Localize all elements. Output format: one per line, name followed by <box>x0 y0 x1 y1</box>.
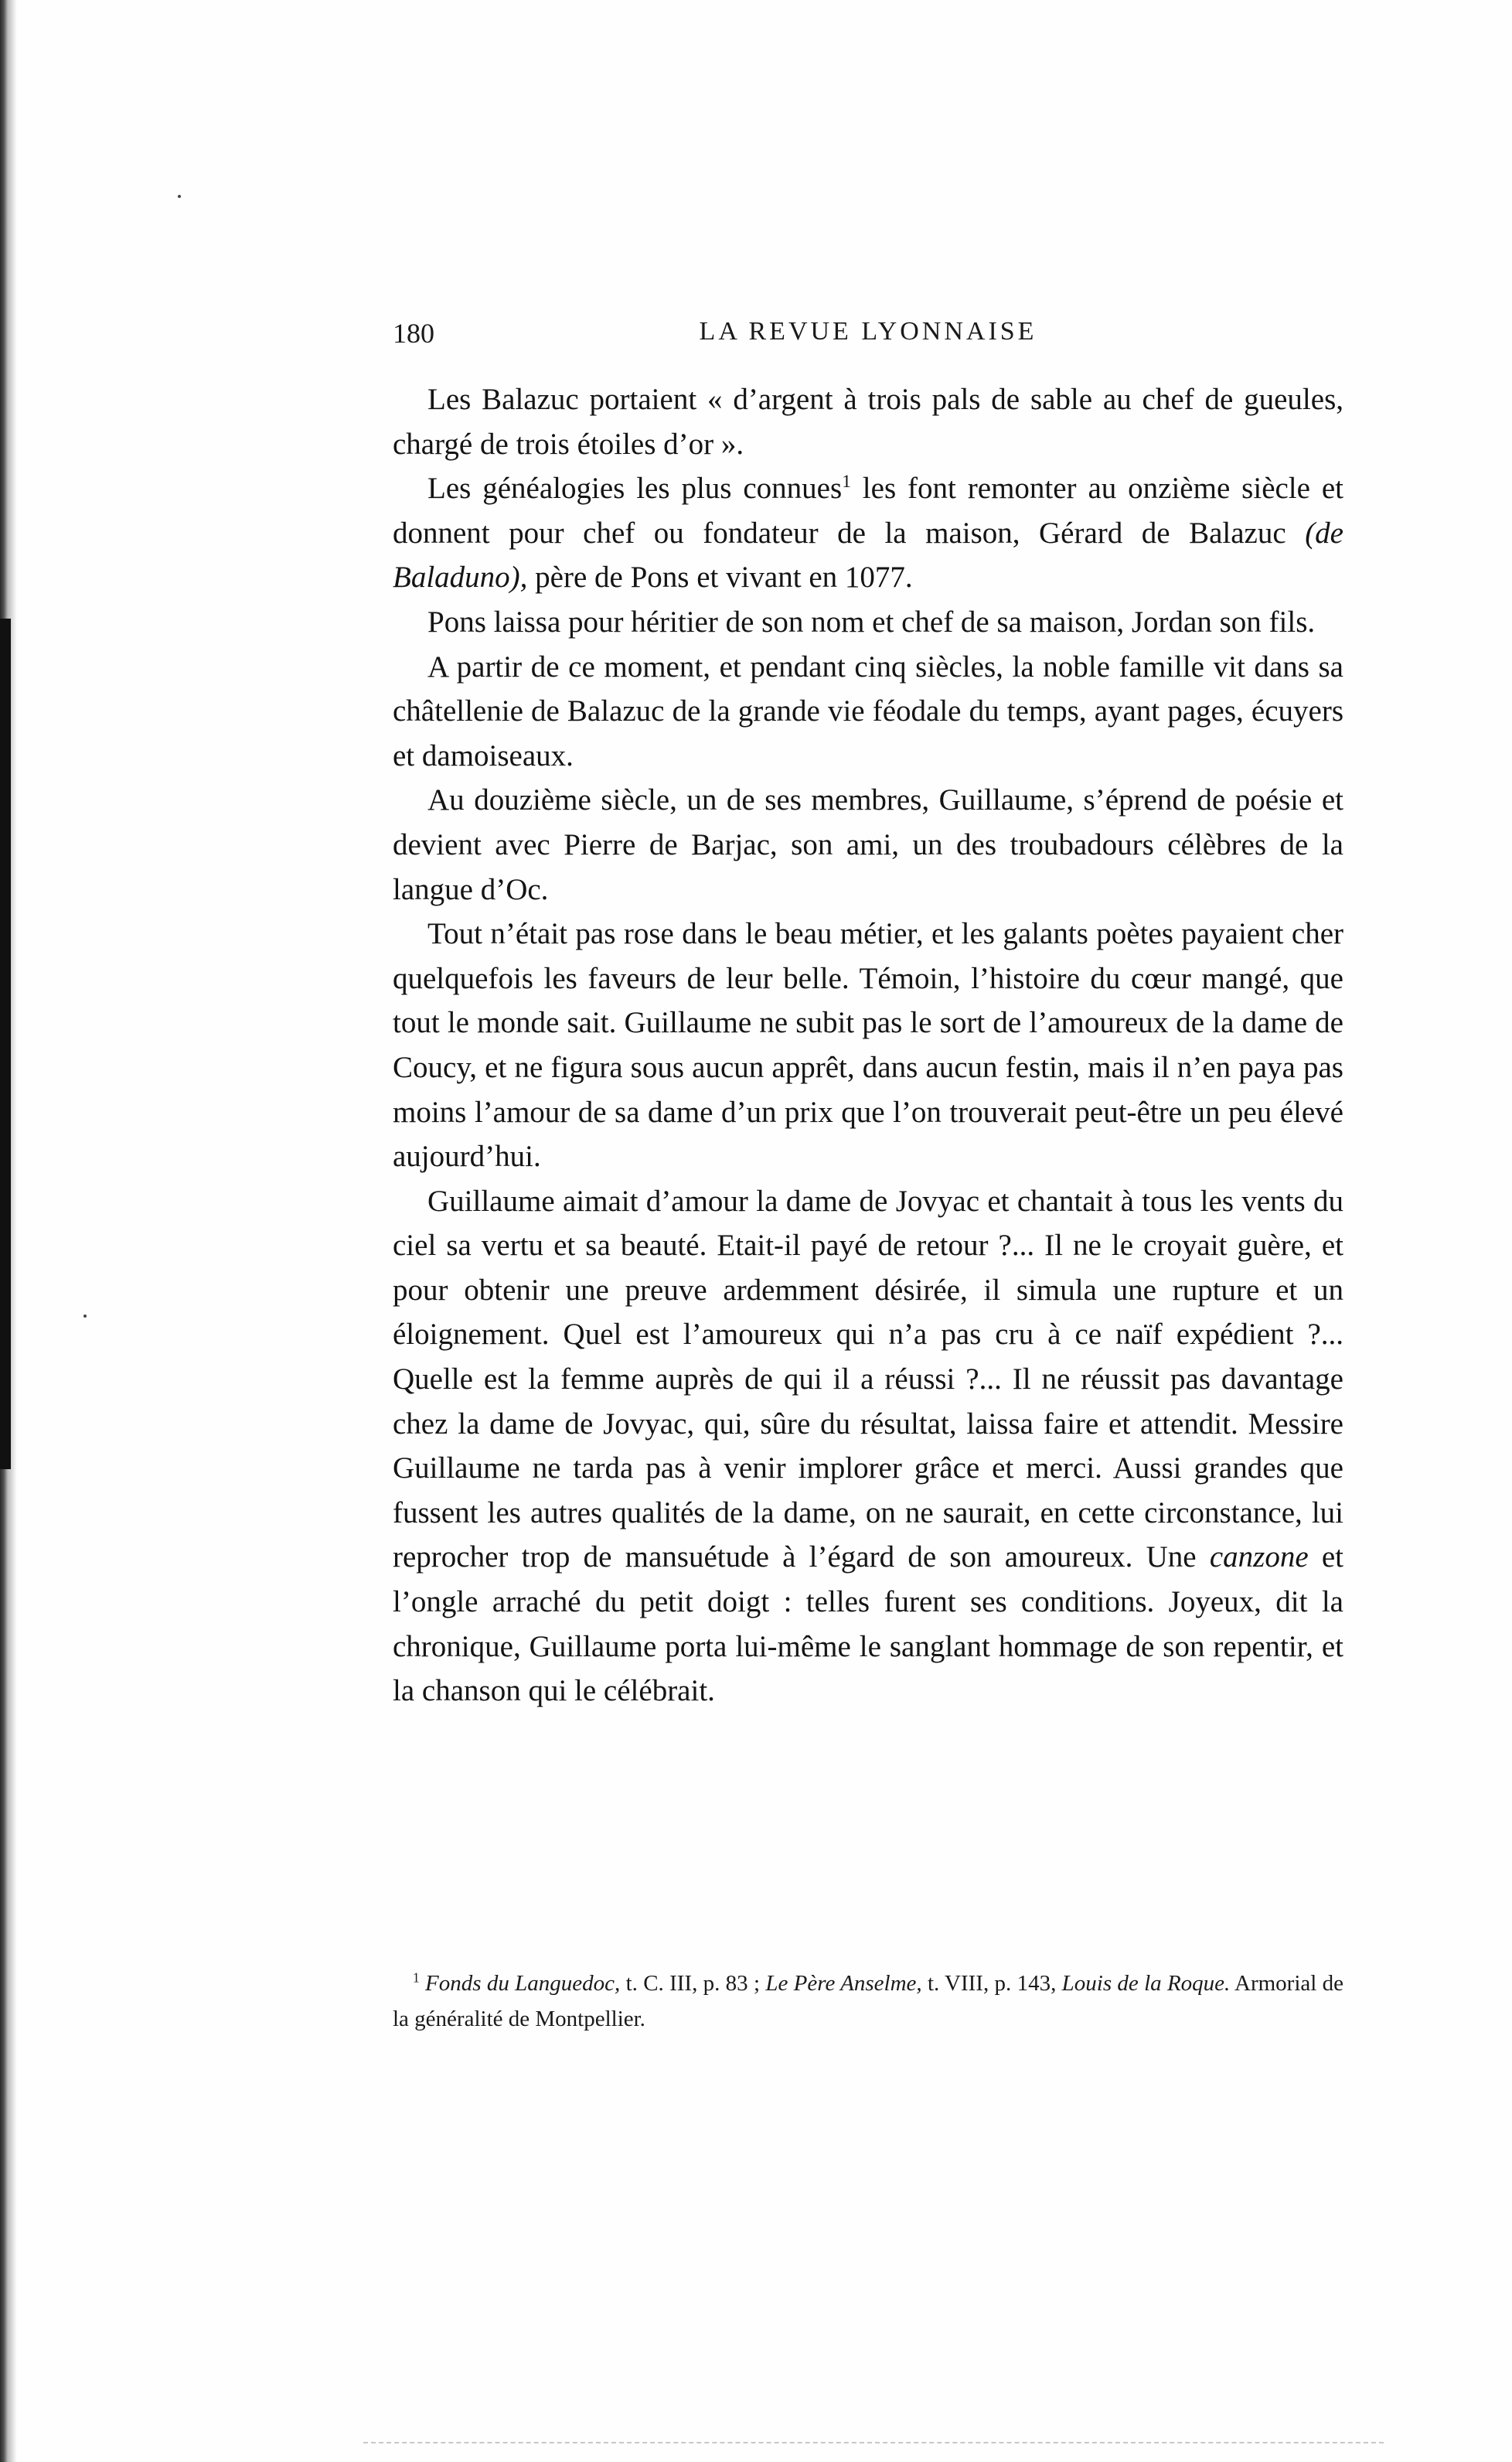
footnotes <box>393 1966 1343 2037</box>
footnote-source-2: Le Père Anselme, <box>765 1971 922 1996</box>
paragraph-2-part-a: Les généalogies les plus connues <box>427 472 843 506</box>
footnote-text-3: Armorial de la généralité de Montpellier. <box>393 1971 1344 2031</box>
paragraph-7-part-a: Guillaume aimait d’amour la dame de Jovyac et chantait à tous les vents du ciel sa vertu et sa beauté. Etait-il payé de retour ?... Il ne le croyait guère, et pour obtenir une preuve ardemment désirée, il simula une rupture et un éloignement. Quel est l’amoureux qui n’a pas cru à ce naïf expédient ?... Quelle est la femme auprès de qui il a réussi ?... Il ne réussit pas davantage chez la dame de Jovyac, qui, sûre du résultat, laissa faire et attendit. Messire Guillaume ne tarda pas à venir implorer grâce et merci. Aussi grandes que fussent les autres qualités de la dame, on ne saurait, en cette circonstance, lui reprocher trop de mansuétude à l’égard de son amoureux. Une <box>393 1184 1343 1574</box>
paragraph-2-italic: (de Baladuno), <box>393 516 1343 595</box>
scan-speck <box>178 195 181 198</box>
paragraph-5: Au douzième siècle, un de ses membres, Guillaume, s’éprend de poésie et devient avec Pierre de Barjac, son ami, un des troubadours célèbres de la langue d’Oc. <box>393 783 1343 906</box>
body-text <box>393 377 1343 1714</box>
footnote-reference: 1 <box>842 472 851 493</box>
page-number: 180 <box>393 318 434 349</box>
paragraph-3: Pons laissa pour héritier de son nom et chef de sa maison, Jordan son fils. <box>427 605 1316 639</box>
footnote-1 <box>393 1966 1343 2037</box>
paragraph-2-part-c: père de Pons et vivant en 1077. <box>527 561 913 595</box>
paragraph-2 <box>393 466 1343 600</box>
binding-edge <box>0 619 11 1469</box>
footnote-source-3: Louis de la Roque. <box>1061 1971 1231 1996</box>
page-header <box>393 317 1343 363</box>
paragraph-1: Les Balazuc portaient « d’argent à trois pals de sable au chef de gueules, chargé de trois étoiles d’or ». <box>393 383 1343 461</box>
paragraph-7-italic: canzone <box>1209 1540 1309 1574</box>
paragraph-6: Tout n’était pas rose dans le beau métier, et les galants poètes payaient cher quelquefois les faveurs de leur belle. Témoin, l’histoire du cœur mangé, que tout le monde sait. Guillaume ne subit pas le sort de l’amoureux de la dame de Coucy, et ne figura sous aucun apprêt, dans aucun festin, mais il n’en paya pas moins l’amour de sa dame d’un prix que l’on trouverait peut-être un peu élevé aujourd’hui. <box>393 917 1343 1174</box>
footnote-text-1: t. C. III, p. 83 ; <box>620 1971 766 1996</box>
paragraph-2-part-b: les font remonter au onzième siècle et donnent pour chef ou fondateur de la maison, Gérard de Balazuc <box>393 472 1344 550</box>
paragraph-7-part-b: et l’ongle arraché du petit doigt : telles furent ses conditions. Joyeux, dit la chronique, Guillaume porta lui-même le sanglant hommage de son repentir, et la chanson qui le célébrait. <box>393 1540 1343 1708</box>
paragraph-7 <box>393 1179 1343 1714</box>
footnote-source-1: Fonds du Languedoc, <box>425 1971 621 1996</box>
paragraph-4: A partir de ce moment, et pendant cinq siècles, la noble famille vit dans sa châtellenie de Balazuc de la grande vie féodale du temps, ayant pages, écuyers et damoiseaux. <box>393 650 1343 772</box>
footnote-marker: 1 <box>413 1969 420 1986</box>
footnote-text-2: t. VIII, p. 143, <box>921 1971 1062 1996</box>
scan-speck <box>83 1315 87 1318</box>
running-title: LA REVUE LYONNAISE <box>699 317 1037 346</box>
bottom-scan-edge <box>363 2442 1384 2443</box>
